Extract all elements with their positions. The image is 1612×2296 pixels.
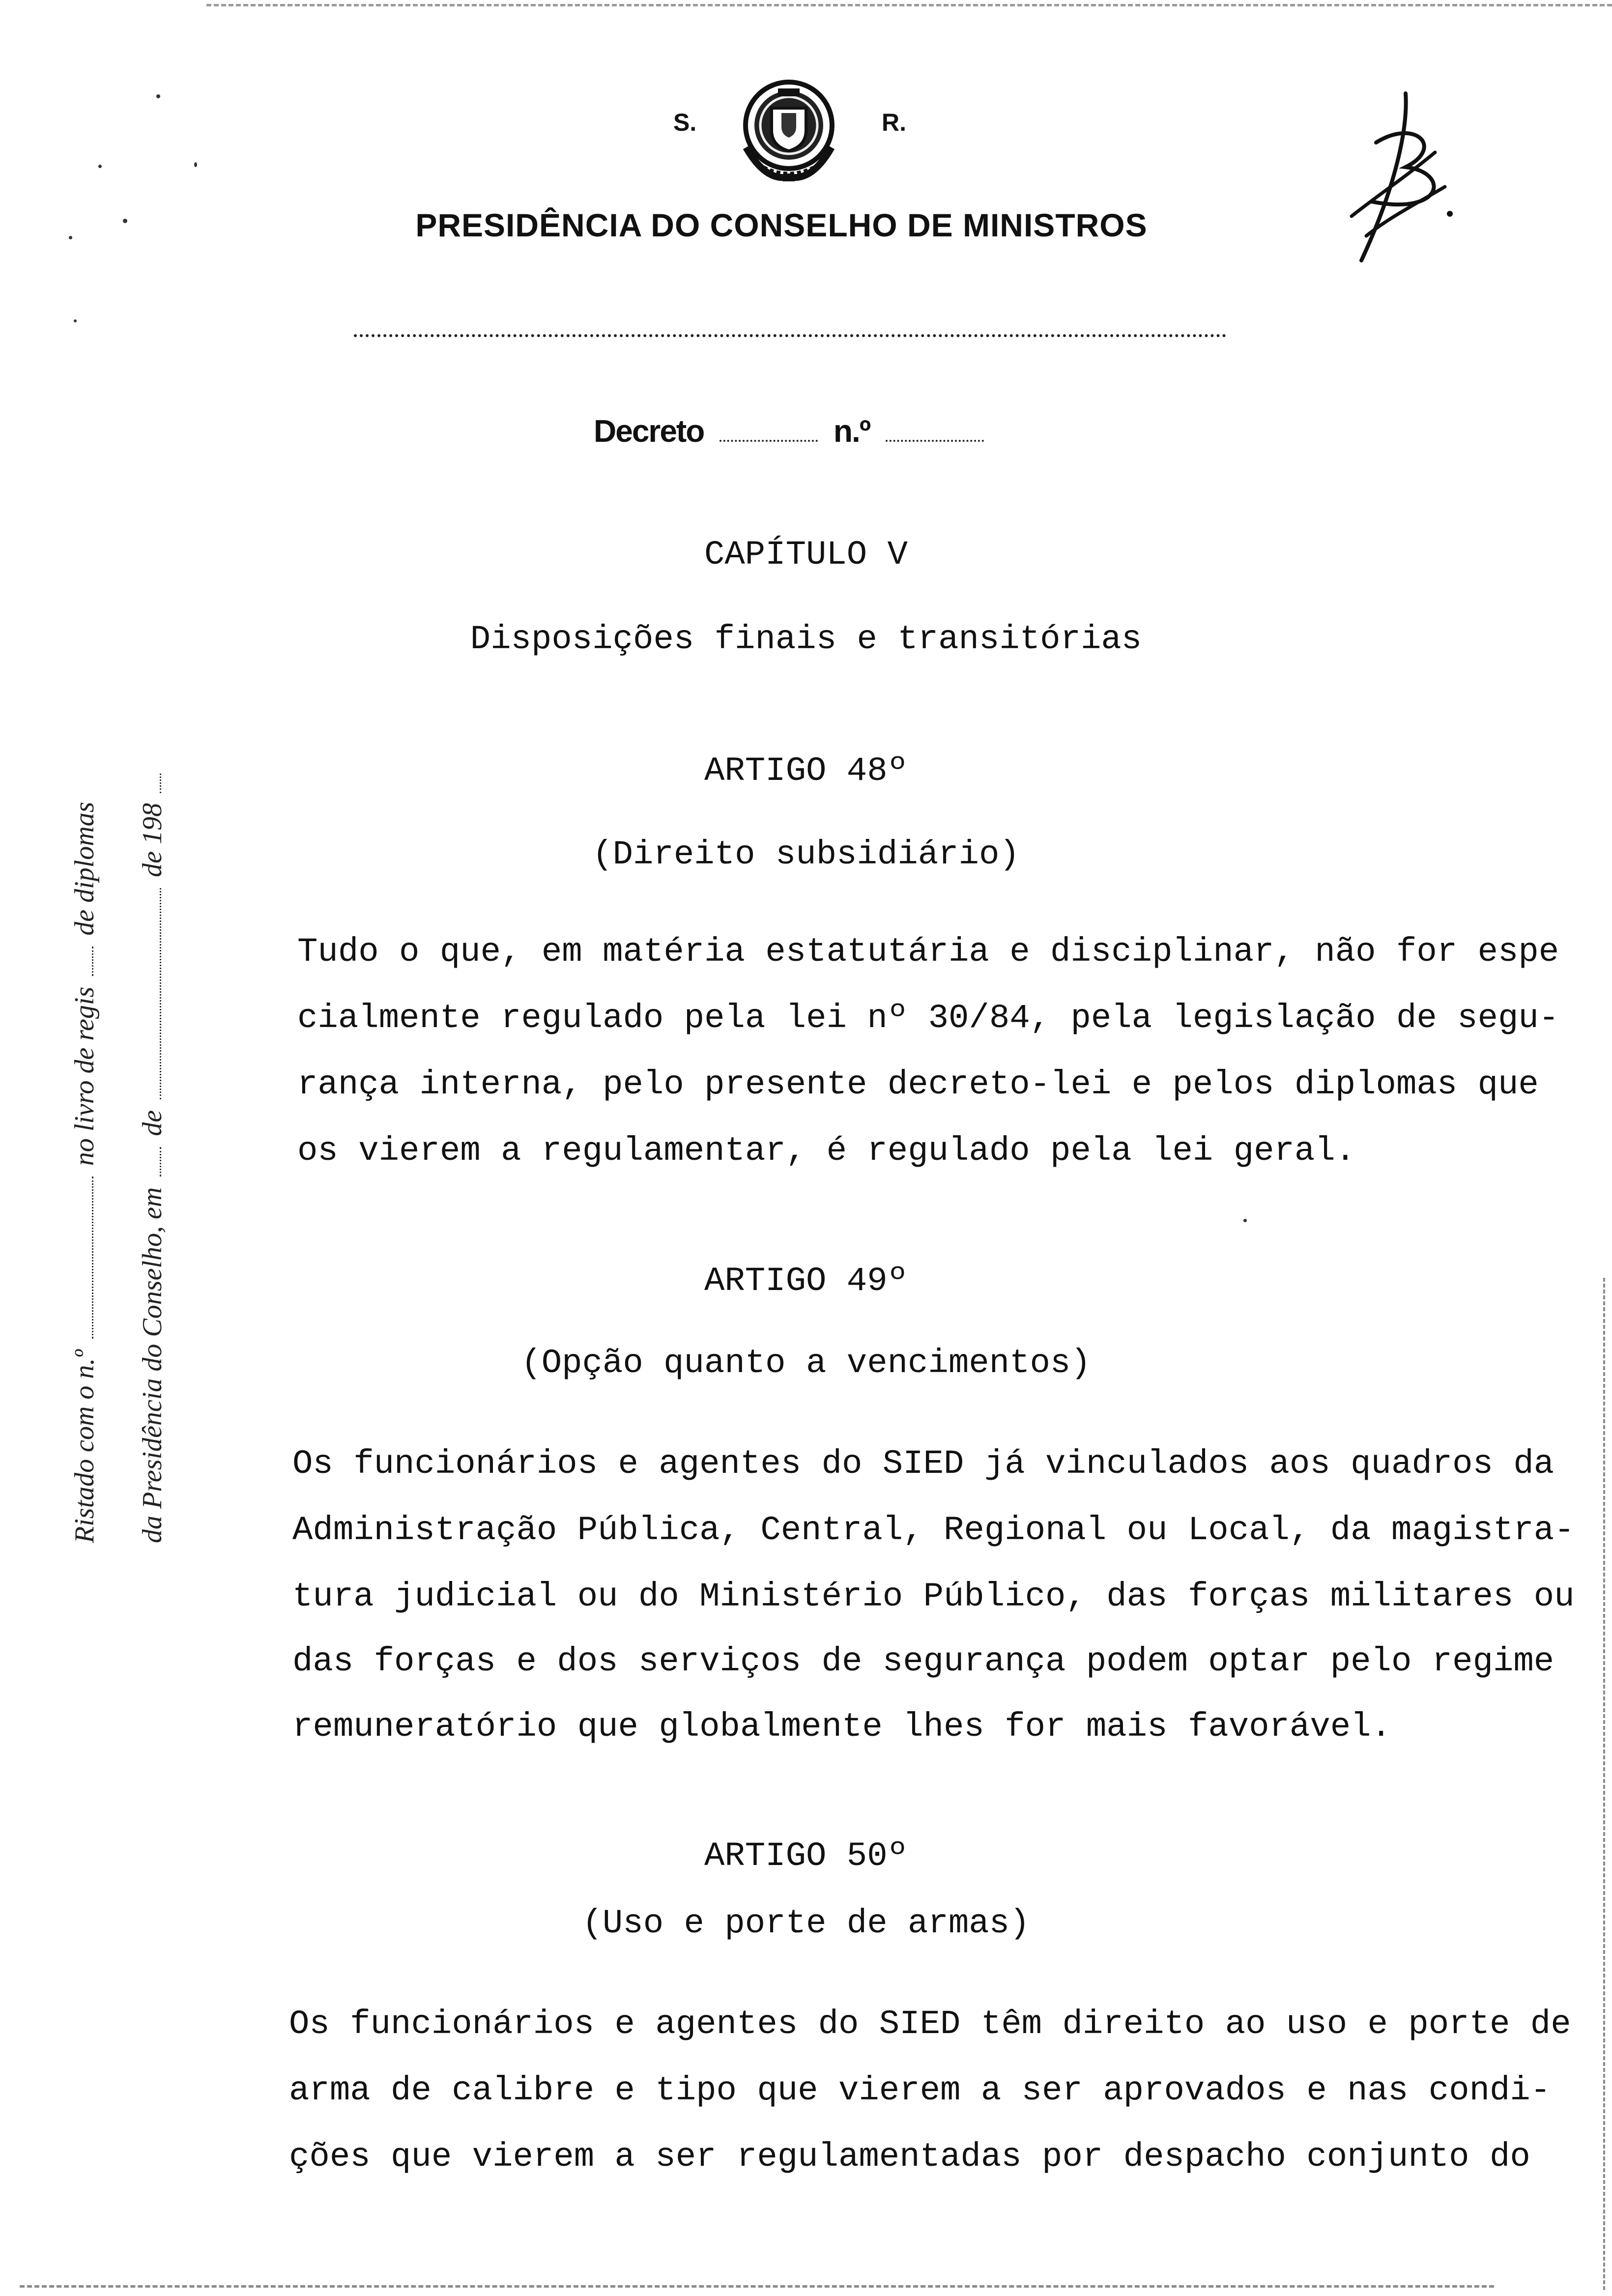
decreto-label: Decreto: [594, 413, 704, 449]
article-text-line: remuneratório que globalmente lhes for mais favorável.: [292, 1708, 1391, 1746]
stamp-text-4: da Presidência do Conselho, em: [137, 1187, 168, 1543]
scan-edge-right: [1603, 1278, 1605, 2290]
scan-edge-bottom: [20, 2285, 1494, 2288]
scan-speck: [1243, 1219, 1247, 1222]
stamp-text-2: no livro de regis: [69, 986, 100, 1166]
article-text-line: os vierem a regulamentar, é regulado pela lei geral.: [297, 1132, 1356, 1170]
decreto-blank: [720, 440, 818, 442]
stamp-text-1: istado com o n.º: [69, 1349, 100, 1526]
numero-label: n.º: [833, 413, 870, 449]
registration-stamp-line-2: [137, 659, 168, 1543]
scan-speck: [98, 165, 102, 168]
ministry-title: PRESIDÊNCIA DO CONSELHO DE MINISTROS: [415, 207, 1148, 243]
stamp-initial: R: [69, 1526, 100, 1543]
scan-speck: [194, 162, 197, 167]
header-letter-r: R.: [882, 109, 906, 136]
stamp-text-5: de: [137, 1110, 168, 1136]
stamp-blank: [92, 1177, 93, 1339]
header-letter-s: S.: [673, 109, 697, 136]
registration-stamp-line-1: [69, 659, 100, 1543]
article-number: ARTIGO 49º: [704, 1262, 908, 1300]
article-text-line: Os funcionários e agentes do SIED têm direito ao uso e porte de: [289, 2005, 1571, 2043]
article-number: ARTIGO 48º: [704, 752, 908, 790]
stamp-blank: [92, 947, 93, 976]
stamp-blank: [160, 888, 161, 1099]
article-text-line: rança interna, pelo presente decreto-lei e pelos diplomas que: [297, 1065, 1539, 1104]
ministry-rule: [354, 334, 1226, 337]
article-text-line: Tudo o que, em matéria estatutária e disciplinar, não for espe: [297, 933, 1559, 971]
handwritten-signature: [1347, 88, 1460, 265]
stamp-text-3: de diplomas: [69, 802, 100, 936]
article-text-line: Os funcionários e agentes do SIED já vinculados aos quadros da: [292, 1445, 1554, 1483]
decreto-line: [594, 413, 984, 449]
scan-speck: [156, 94, 160, 98]
coat-of-arms-icon: [732, 74, 845, 187]
article-text-line: arma de calibre e tipo que vierem a ser aprovados e nas condi-: [289, 2071, 1551, 2110]
stamp-text-6: de 198: [137, 803, 168, 877]
article-text-line: das forças e dos serviços de segurança podem optar pelo regime: [292, 1642, 1554, 1681]
article-text-line: cialmente regulado pela lei nº 30/84, pela legislação de segu-: [297, 999, 1559, 1037]
article-number: ARTIGO 50º: [704, 1837, 908, 1875]
article-text-line: tura judicial ou do Ministério Público, das forças militares ou: [292, 1578, 1575, 1616]
article-heading: (Uso e porte de armas): [582, 1904, 1030, 1943]
scan-speck: [74, 319, 77, 322]
article-text-line: Administração Pública, Central, Regional ou Local, da magistra-: [292, 1511, 1575, 1550]
article-text-line: ções que vierem a ser regulamentadas por despacho conjunto do: [289, 2138, 1530, 2176]
numero-blank: [886, 440, 984, 442]
chapter-subtitle: Disposições finais e transitórias: [470, 620, 1142, 659]
stamp-blank: [160, 1147, 161, 1177]
chapter-title: CAPÍTULO V: [704, 536, 908, 574]
article-heading: (Opção quanto a vencimentos): [521, 1344, 1091, 1382]
scan-edge-top: [206, 4, 1612, 6]
article-heading: (Direito subsidiário): [592, 835, 1020, 874]
